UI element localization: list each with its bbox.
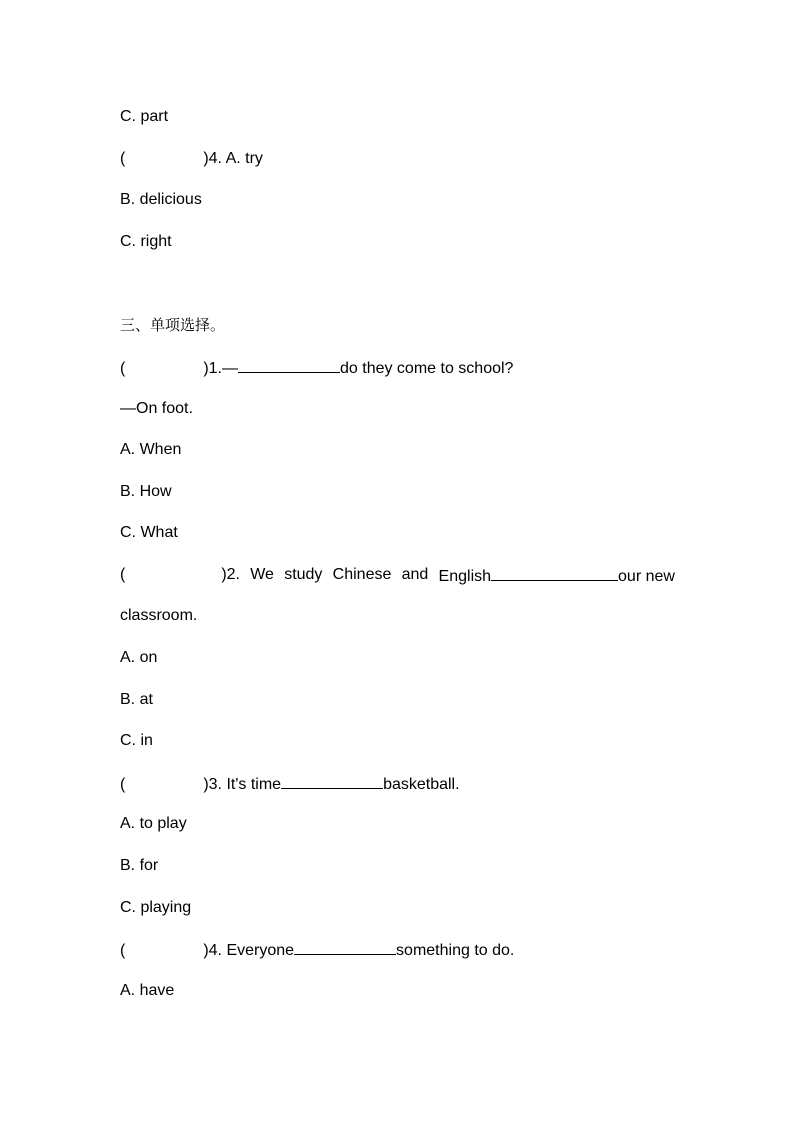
- fill-blank[interactable]: [238, 356, 340, 373]
- answer-paren-open: (: [120, 942, 126, 959]
- question-2-blank-group: [439, 564, 675, 586]
- question-4-prefix: )4. Everyone: [203, 942, 295, 959]
- question-1-option-a: A. When: [120, 441, 182, 458]
- answer-paren-open: (: [120, 360, 126, 377]
- question-2-option-c: C. in: [120, 732, 153, 749]
- answer-paren-open: (: [120, 566, 126, 583]
- question-2-option-b: B. at: [120, 691, 153, 708]
- word: and: [401, 566, 429, 583]
- answer-paren-open: (: [120, 776, 126, 793]
- fill-blank[interactable]: [294, 938, 396, 955]
- question-4-suffix: something to do.: [396, 942, 515, 959]
- question-1-option-b: B. How: [120, 483, 172, 500]
- question-4: [120, 938, 514, 960]
- question-3-prefix: )3. It's time: [203, 776, 282, 793]
- question-1-prefix: )1.—: [203, 360, 238, 377]
- question-1-answer-line: —On foot.: [120, 400, 193, 417]
- word: We: [250, 566, 274, 583]
- question-4-option-a: A. have: [120, 982, 175, 999]
- question-1-suffix: do they come to school?: [340, 360, 514, 377]
- question-3-option-a: A. to play: [120, 815, 187, 832]
- question-2-continuation: classroom.: [120, 607, 198, 624]
- question-2-prefix: )2.: [221, 566, 240, 583]
- question-3-option-c: C. playing: [120, 899, 192, 916]
- question-2-option-a: A. on: [120, 649, 158, 666]
- fill-blank[interactable]: [491, 564, 618, 581]
- section-heading: 三、单项选择。: [120, 316, 226, 334]
- question-2-suffix: our new: [618, 568, 675, 585]
- question-3: [120, 772, 460, 794]
- prev-q3-option-c: C. part: [120, 108, 169, 125]
- question-2: [120, 564, 675, 586]
- fill-blank[interactable]: [281, 772, 383, 789]
- question-1-option-c: C. What: [120, 524, 178, 541]
- prev-q4-option-b: B. delicious: [120, 191, 202, 208]
- question-2-number: [120, 564, 240, 586]
- question-1: [120, 356, 513, 378]
- prev-q4-text: )4. A. try: [203, 150, 263, 167]
- word: study: [284, 566, 323, 583]
- word: English: [438, 568, 492, 585]
- word: Chinese: [332, 566, 392, 583]
- prev-q4-line: [120, 148, 263, 170]
- prev-q4-option-c: C. right: [120, 233, 172, 250]
- question-3-suffix: basketball.: [383, 776, 460, 793]
- question-3-option-b: B. for: [120, 857, 159, 874]
- answer-paren-open: (: [120, 150, 126, 167]
